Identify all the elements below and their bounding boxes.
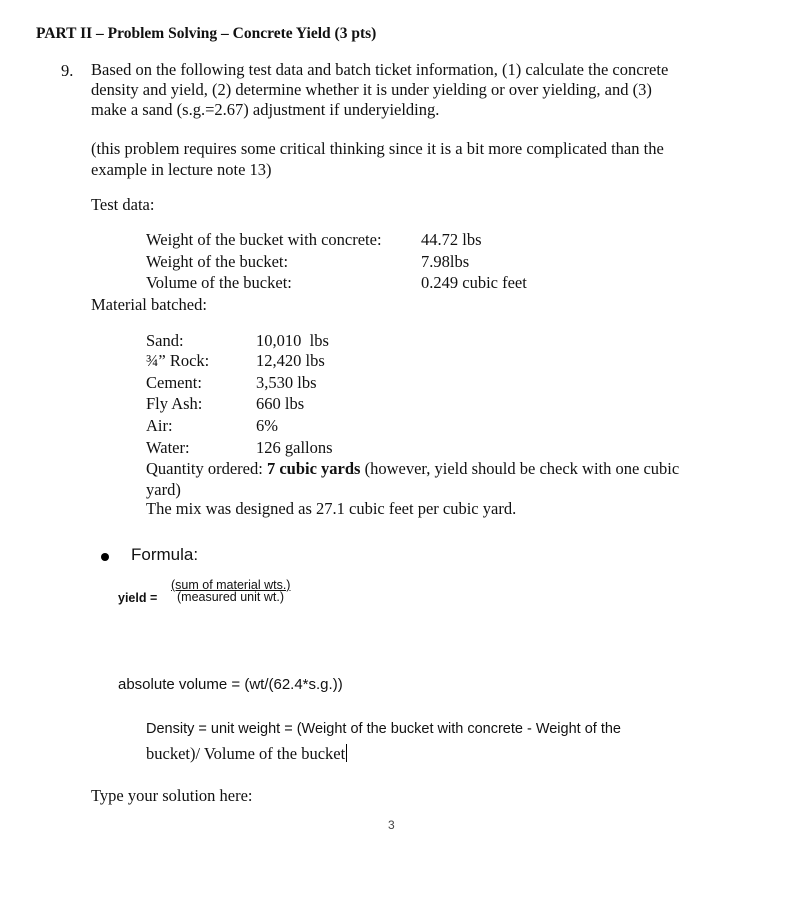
- page-number: 3: [388, 818, 395, 832]
- material-label-air: Air:: [146, 416, 173, 435]
- material-value-sand: 10,010 lbs: [256, 331, 329, 350]
- quantity-suffix: (however, yield should be check with one cubic: [360, 459, 680, 478]
- solution-prompt[interactable]: Type your solution here:: [91, 786, 253, 805]
- question-line-1: Based on the following test data and batch ticket information, (1) calculate the concrete: [91, 60, 669, 79]
- quantity-prefix: Quantity ordered:: [146, 459, 267, 478]
- test-data-label-3: Volume of the bucket:: [146, 273, 292, 292]
- material-label-flyash: Fly Ash:: [146, 394, 203, 413]
- material-value-air: 6%: [256, 416, 278, 435]
- formula-heading: Formula:: [131, 545, 199, 564]
- material-value-flyash: 660 lbs: [256, 394, 305, 413]
- section-heading: PART II – Problem Solving – Concrete Yield (3 pts): [36, 25, 377, 42]
- yield-numerator: (sum of material wts.): [171, 578, 291, 592]
- quantity-bold: 7 cubic yards: [266, 459, 361, 478]
- question-number: 9.: [61, 61, 74, 80]
- text-cursor: [346, 744, 347, 762]
- bullet-icon: [101, 553, 109, 561]
- material-value-cement: 3,530 lbs: [256, 373, 317, 392]
- test-data-label-1: Weight of the bucket with concrete:: [146, 230, 382, 249]
- question-line-2: density and yield, (2) determine whether it is under yielding or over yielding, and (3): [91, 80, 652, 99]
- note-line-2: example in lecture note 13): [91, 160, 272, 179]
- test-data-value-2: 7.98lbs: [421, 252, 470, 271]
- material-label-rock: ¾” Rock:: [146, 351, 210, 370]
- material-label: Material batched:: [91, 295, 207, 314]
- absolute-volume-formula: absolute volume = (wt/(62.4*s.g.)): [118, 676, 343, 693]
- yield-denominator: (measured unit wt.): [177, 590, 284, 604]
- test-data-label: Test data:: [91, 195, 155, 214]
- question-line-3: make a sand (s.g.=2.67) adjustment if underyielding.: [91, 100, 440, 119]
- material-value-rock: 12,420 lbs: [256, 351, 325, 370]
- density-line-2: [146, 744, 347, 764]
- yield-formula: [98, 576, 328, 612]
- note-line-1: (this problem requires some critical thinking since it is a bit more complicated than the: [91, 139, 664, 158]
- yield-label: yield =: [118, 591, 158, 605]
- test-data-value-3: 0.249 cubic feet: [421, 273, 527, 292]
- density-line-1: [146, 721, 621, 737]
- material-label-water: Water:: [146, 438, 190, 457]
- quantity-ordered-line-2: yard): [146, 480, 181, 499]
- density-text-2: bucket)/ Volume of the bucket: [146, 744, 346, 763]
- design-line: The mix was designed as 27.1 cubic feet per cubic yard.: [146, 499, 517, 518]
- material-label-cement: Cement:: [146, 373, 202, 392]
- quantity-ordered: [146, 459, 679, 479]
- material-value-water: 126 gallons: [256, 438, 333, 457]
- test-data-value-1: 44.72 lbs: [421, 230, 482, 249]
- test-data-label-2: Weight of the bucket:: [146, 252, 289, 271]
- density-text-1: Density = unit weight = (Weight of the bucket with concrete - Weight of the: [146, 721, 621, 737]
- material-label-sand: Sand:: [146, 331, 184, 350]
